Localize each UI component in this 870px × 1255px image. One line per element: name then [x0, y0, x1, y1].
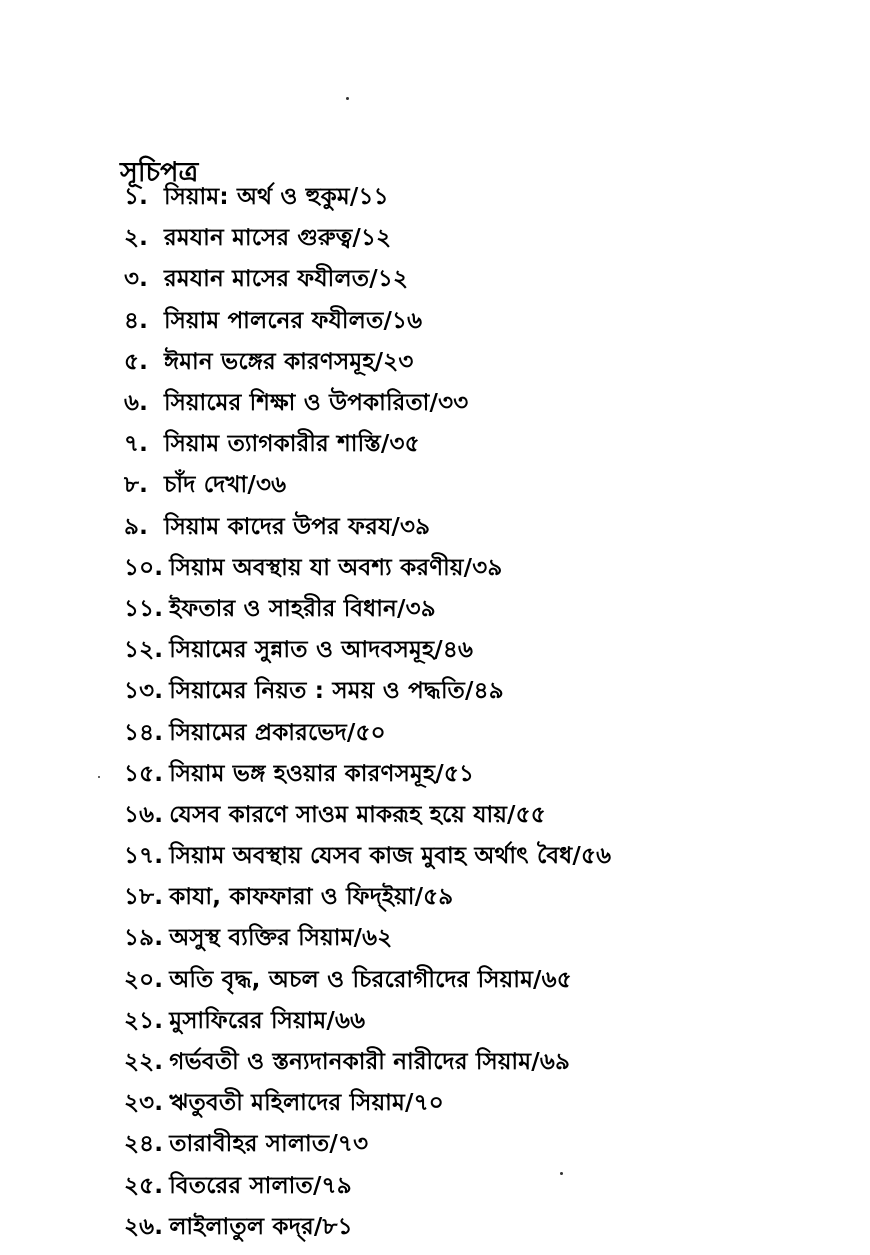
- toc-entry: [124, 177, 844, 218]
- toc-entry: [124, 342, 844, 383]
- toc-entry-number: ১৩.: [124, 678, 164, 705]
- toc-entry-number: ২.: [124, 225, 149, 252]
- toc-entry-title: সিয়াম: অর্থ ও হুকুম/১১: [164, 184, 389, 211]
- toc-entry-number: ১৭.: [124, 843, 164, 870]
- toc-entry-number: ২৫.: [124, 1172, 164, 1199]
- toc-entry-number: ২২.: [124, 1049, 164, 1076]
- toc-entry: [124, 589, 844, 630]
- toc-entry-title: সিয়াম অবস্থায় যেসব কাজ মুবাহ অর্থাৎ বৈধ/৫৬: [169, 843, 612, 870]
- toc-entry-title: রমযান মাসের ফযীলত/১২: [164, 266, 409, 293]
- toc-entry-title: সিয়াম কাদের উপর ফরয/৩৯: [164, 513, 431, 540]
- toc-entry-title: সিয়াম পালনের ফযীলত/১৬: [164, 307, 423, 334]
- toc-entry-title: চাঁদ দেখা/৩৬: [164, 472, 287, 499]
- toc-entry-title: তারাবীহর সালাত/৭৩: [169, 1131, 369, 1158]
- toc-entry-title: গর্ভবতী ও স্তন্যদানকারী নারীদের সিয়াম/৬৯: [169, 1049, 571, 1076]
- toc-entry: [124, 671, 844, 712]
- toc-entry-number: ২৪.: [124, 1131, 164, 1158]
- toc-entry: [124, 465, 844, 506]
- toc-entry: [124, 548, 844, 589]
- toc-entry: [124, 1166, 844, 1207]
- table-of-contents: [124, 177, 844, 1248]
- toc-entry-title: ঋতুবতী মহিলাদের সিয়াম/৭০: [169, 1090, 444, 1117]
- toc-entry: [124, 630, 844, 671]
- toc-entry: [124, 918, 844, 959]
- toc-entry: [124, 424, 844, 465]
- toc-entry-number: ৯.: [124, 513, 149, 540]
- toc-entry-title: ঈমান ভঙ্গের কারণসমূহ/২৩: [164, 348, 414, 375]
- toc-entry-number: ১০.: [124, 554, 164, 581]
- toc-entry-title: সিয়ামের শিক্ষা ও উপকারিতা/৩৩: [164, 390, 469, 417]
- toc-entry-number: ১১.: [124, 595, 164, 622]
- toc-entry-title: অসুস্থ ব্যক্তির সিয়াম/৬২: [169, 925, 393, 952]
- toc-entry-title: সিয়াম অবস্থায় যা অবশ্য করণীয়/৩৯: [169, 554, 503, 581]
- toc-entry-number: ২০.: [124, 966, 164, 993]
- toc-entry-title: সিয়ামের সুন্নাত ও আদবসমূহ/৪৬: [169, 637, 474, 664]
- toc-entry: [124, 836, 844, 877]
- toc-entry-number: ১৬.: [124, 801, 164, 828]
- toc-entry: [124, 301, 844, 342]
- toc-entry-number: ১৯.: [124, 925, 164, 952]
- toc-entry-number: ২৬.: [124, 1213, 164, 1240]
- toc-entry-number: ৬.: [124, 390, 149, 417]
- toc-entry-number: ১৫.: [124, 760, 164, 787]
- toc-entry-number: ১.: [124, 184, 149, 211]
- toc-entry: [124, 877, 844, 918]
- toc-entry: [124, 507, 844, 548]
- toc-entry: [124, 1001, 844, 1042]
- toc-entry-title: মুসাফিরের সিয়াম/৬৬: [169, 1007, 366, 1034]
- page-title: সূচিপত্র: [120, 157, 199, 189]
- toc-entry: [124, 259, 844, 300]
- toc-entry-number: ৪.: [124, 307, 149, 334]
- toc-entry-number: ৮.: [124, 472, 149, 499]
- toc-entry-title: বিতরের সালাত/৭৯: [169, 1172, 352, 1199]
- toc-entry: [124, 1042, 844, 1083]
- toc-entry-title: লাইলাতুল কদ্‌র/৮১: [169, 1213, 353, 1240]
- toc-entry-number: ৭.: [124, 431, 149, 458]
- toc-entry-title: সিয়াম ত্যাগকারীর শাস্তি/৩৫: [164, 431, 420, 458]
- toc-entry-title: কাযা, কাফফারা ও ফিদ্‌ইয়া/৫৯: [169, 884, 454, 911]
- toc-entry: [124, 712, 844, 753]
- scan-speck: [346, 97, 349, 100]
- toc-entry: [124, 960, 844, 1001]
- toc-entry-title: অতি বৃদ্ধ, অচল ও চিররোগীদের সিয়াম/৬৫: [169, 966, 572, 993]
- toc-entry-number: ১৮.: [124, 884, 164, 911]
- toc-entry-number: ১২.: [124, 637, 164, 664]
- toc-entry-title: সিয়াম ভঙ্গ হওয়ার কারণসমূহ/৫১: [169, 760, 475, 787]
- toc-entry-title: যেসব কারণে সাওম মাকরূহ হয়ে যায়/৫৫: [169, 801, 546, 828]
- toc-entry: [124, 218, 844, 259]
- toc-entry: [124, 1083, 844, 1124]
- toc-entry-number: ৫.: [124, 348, 149, 375]
- toc-entry-number: ১৪.: [124, 719, 164, 746]
- toc-entry-number: ৩.: [124, 266, 149, 293]
- toc-entry: [124, 1124, 844, 1165]
- toc-entry-number: ২৩.: [124, 1090, 164, 1117]
- toc-entry-title: সিয়ামের প্রকারভেদ/৫০: [169, 719, 386, 746]
- toc-entry-number: ২১.: [124, 1007, 164, 1034]
- scan-speck: [98, 776, 100, 778]
- toc-entry: [124, 795, 844, 836]
- toc-entry: [124, 383, 844, 424]
- toc-entry-title: ইফতার ও সাহরীর বিধান/৩৯: [169, 595, 436, 622]
- toc-entry: [124, 754, 844, 795]
- toc-entry: [124, 1207, 844, 1248]
- toc-entry-title: রমযান মাসের গুরুত্ব/১২: [164, 225, 392, 252]
- toc-entry-title: সিয়ামের নিয়ত : সময় ও পদ্ধতি/৪৯: [169, 678, 504, 705]
